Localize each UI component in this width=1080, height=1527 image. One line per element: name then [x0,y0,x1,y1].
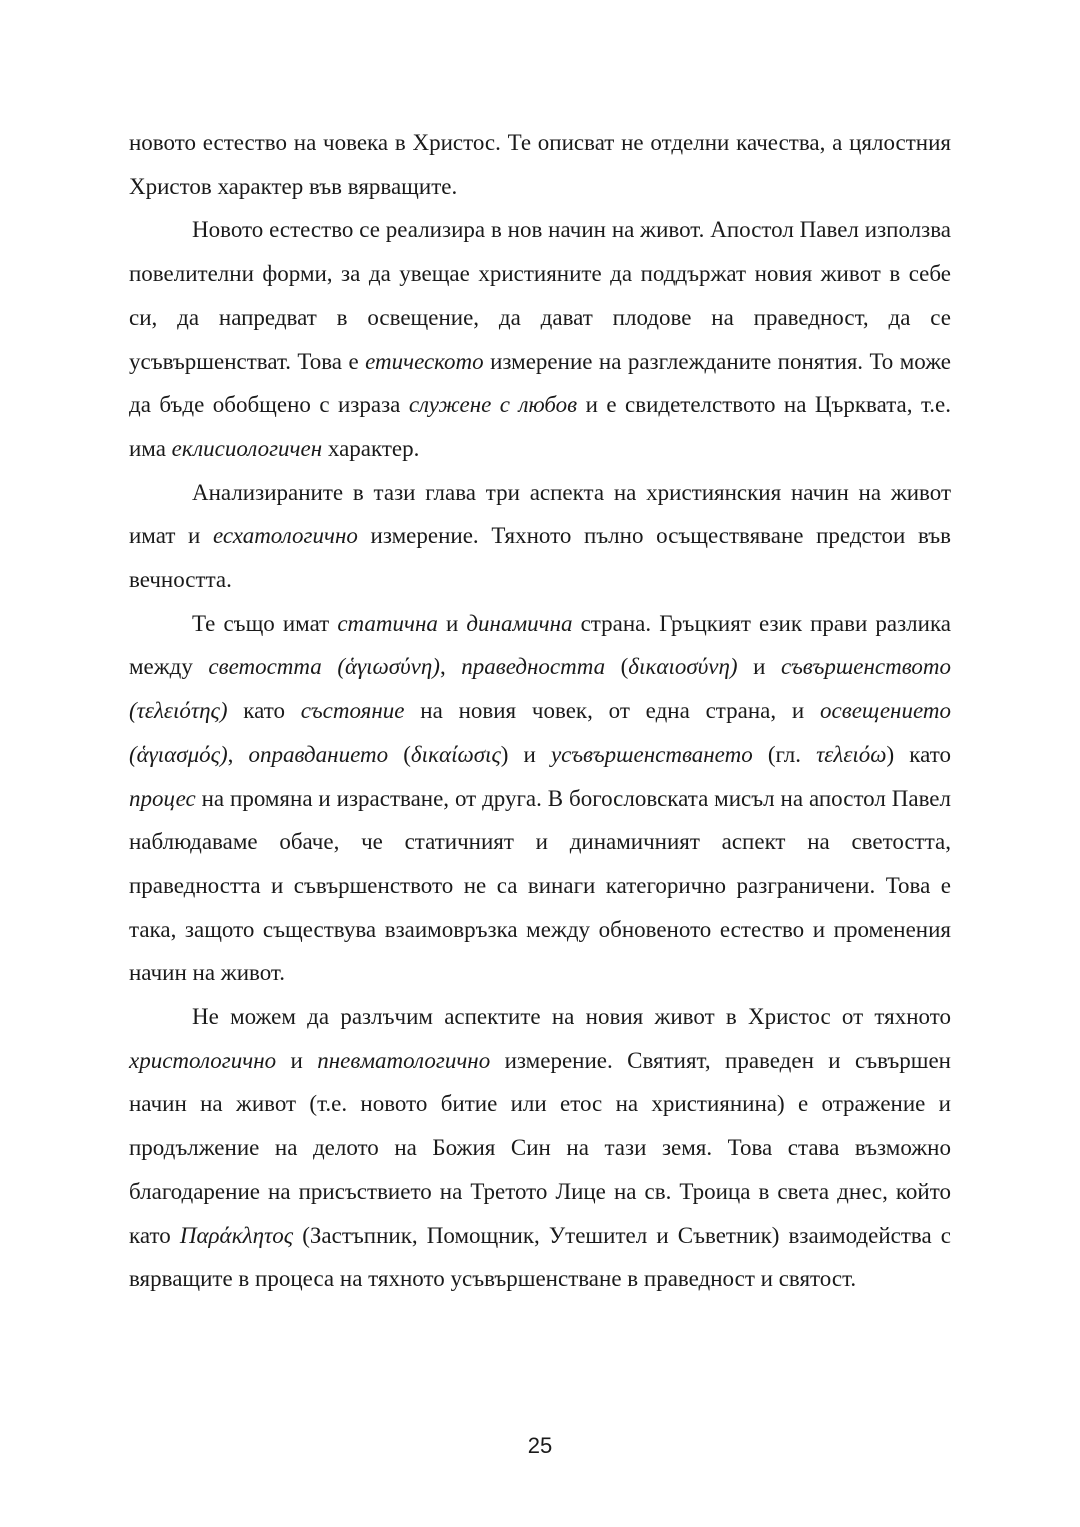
text-run: (Застъпник, Помощник, Утешител и Съветник) взаимодейства с вярващите в процеса на тяхното усъвършенстване в праведност и святост. [129,1222,951,1292]
italic-text: есхатологично [212,523,358,549]
text-run: Анализираните в тази глава три аспекта на християнския начин на живот имат и [129,479,951,549]
paragraph [129,995,951,1301]
italic-text: служене с любов [408,392,578,418]
paragraph [129,208,951,470]
text-run: новото естество на човека в Христос. Те описват не отделни качества, а цялостния Христов характер във вярващите. [129,130,951,199]
italic-text: оправданието [248,741,389,767]
italic-text: христологично [129,1047,277,1073]
text-run: ( [605,654,629,680]
paragraph [129,602,951,995]
italic-text: съвършенството (τελειότης) [129,654,951,724]
italic-text: състояние [300,698,405,724]
text-run: страна. Гръцкият език прави разлика между [129,610,951,680]
text-run: характер. [322,435,420,461]
paragraph [129,471,951,602]
text-run: и е свидетелството на Църквата, т.е. има [129,392,951,461]
text-run: ) като [886,741,951,767]
italic-text: Παράκλητος [179,1222,294,1248]
italic-text: τελειόω [816,741,887,767]
text-run: (гл. [752,741,817,767]
italic-text: светостта (ἁγιωσύνη) [208,654,440,680]
italic-text: процес [129,785,196,811]
text-run: и [437,610,467,636]
page-number: 25 [527,1433,553,1458]
text-run: и [737,654,781,680]
body-text [129,121,951,1301]
text-run: , [227,741,249,767]
text-run: измерение. Святият, праведен и съвършен начин на живот (т.е. новото битие или етос на християнина) е отражение и продължение на делото на Божия Син на тази земя. Това става възможно благодарение на присъствието на Третото Лице на св. Троица в света днес, който като [129,1047,951,1248]
italic-text: пневматологично [317,1047,491,1073]
text-run: измерение. Тяхното пълно осъществяване предстои във вечността. [129,523,951,593]
text-run: и [276,1047,318,1073]
italic-text: усъвършенстването [550,741,753,767]
text-run: , [439,654,462,680]
italic-text: δικαίωσις [410,741,501,767]
italic-text: динамична [466,610,573,636]
text-run: ) и [500,741,551,767]
text-run: Новото естество се реализира в нов начин на живот. Апостол Павел използва повелителни форми, за да увещае християните да поддържат новия живот в себе си, да напредват в освещение, да дават плодове на праведност, да се усъвършенстват. Това е [129,217,951,374]
text-run: ( [388,741,411,767]
italic-text: праведността [461,654,606,680]
italic-text: еклисиологичен [171,435,323,461]
text-run: Не можем да разлъчим аспектите на новия живот в Христос от тяхното [192,1004,951,1030]
text-run: като [227,698,301,724]
text-run: на новия човек, от една страна, и [404,698,821,724]
text-run: Те също имат [192,610,338,636]
text-run: на промяна и израстване, от друга. В богословската мисъл на апостол Павел наблюдаваме обаче, че статичният и динамичният аспект на светостта, праведността и съвършенството не са винаги категорично разграничени. Това е така, защото съществува взаимовръзка между обновеното естество и променения начин на живот. [129,785,951,986]
italic-text: етическото [365,348,484,374]
italic-text: δικαιοσύνη) [628,654,738,680]
paragraph [129,121,951,208]
text-run: измерение на разглежданите понятия. То може да бъде обобщено с израза [129,348,951,418]
italic-text: освещението (ἁγιασμός) [129,698,951,767]
italic-text: статична [337,610,438,636]
